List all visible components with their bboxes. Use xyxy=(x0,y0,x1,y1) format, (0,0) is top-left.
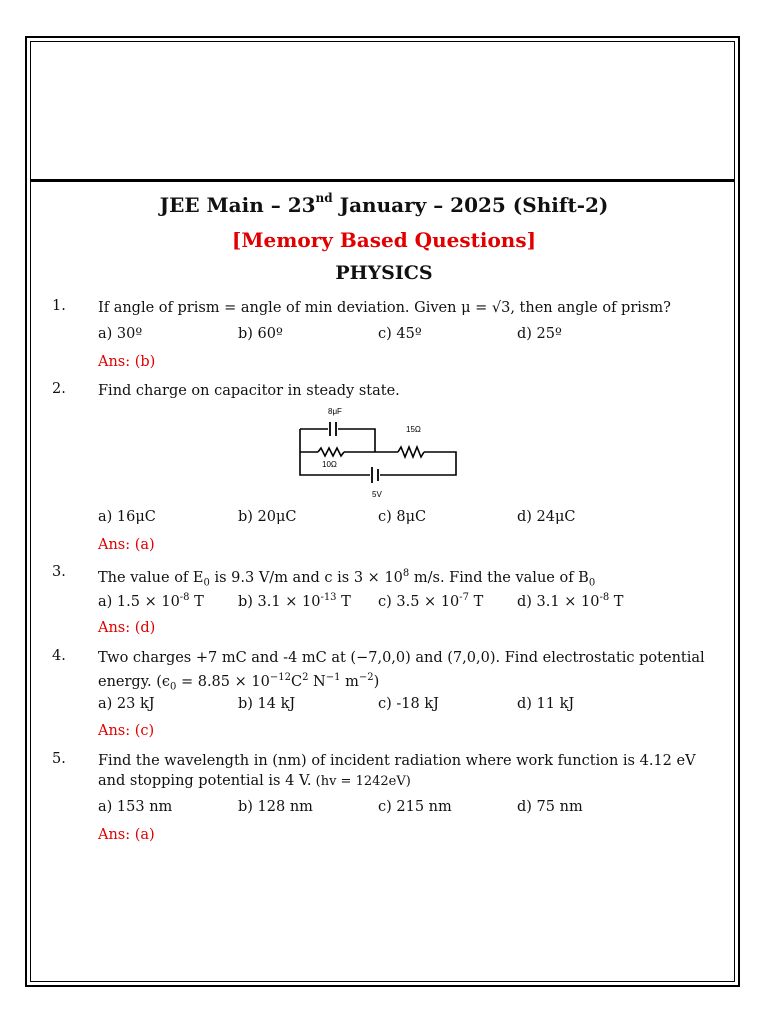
question-text: Find charge on capacitor in steady state. xyxy=(98,383,400,399)
capacitor-label: 8μF xyxy=(328,407,342,416)
option-a: a) 30º xyxy=(98,326,143,342)
option-b: b) $3.1 \times 10^{-13}$ T xyxy=(238,592,351,610)
question-text: Two charges +7 mC and -4 mC at (−7,0,0) and (7,0,0). Find electrostatic potential energy. ($\epsilon_0 = 8.85 \times 10^{-12}C^2$ $N^{-1}$ $m^{-2}$) xyxy=(98,650,705,693)
resistor-10-label: 10Ω xyxy=(322,460,337,469)
option-b: b) 128 nm xyxy=(238,799,313,815)
option-d: d) 75 nm xyxy=(517,799,583,815)
question-number: 5. xyxy=(52,751,66,767)
option-a: a) 16μC xyxy=(98,509,156,525)
answer: Ans: (a) xyxy=(98,537,155,553)
header-divider xyxy=(30,179,735,182)
option-d: d) 24μC xyxy=(517,509,576,525)
answer: Ans: (c) xyxy=(98,723,155,739)
option-c: c) 8μC xyxy=(378,509,427,525)
option-b: b) 20μC xyxy=(238,509,297,525)
option-c: c) 45º xyxy=(378,326,422,342)
option-d: d) 25º xyxy=(517,326,562,342)
battery-label: 5V xyxy=(372,490,382,499)
question-number: 1. xyxy=(52,298,66,314)
exam-subtitle: [Memory Based Questions] xyxy=(231,228,537,252)
question-text: If angle of prism = angle of min deviation. Given μ = √3, then angle of prism? xyxy=(98,300,671,316)
question-text: Find the wavelength in (nm) of incident radiation where work function is 4.12 eV and stopping potential is 4 V. (hv = 1242eV) xyxy=(98,753,696,789)
answer: Ans: (a) xyxy=(98,827,155,843)
option-a: a) 23 kJ xyxy=(98,696,155,712)
option-c: c) -18 kJ xyxy=(378,696,439,712)
question-number: 4. xyxy=(52,648,66,664)
option-c: c) 215 nm xyxy=(378,799,452,815)
circuit-diagram xyxy=(290,405,470,500)
option-b: b) 14 kJ xyxy=(238,696,296,712)
question-text: The value of $E_0$ is 9.3 V/m and c is $3 \times 10^8$ m/s. Find the value of $B_0$ xyxy=(98,568,596,589)
question-number: 3. xyxy=(52,564,66,580)
question-number: 2. xyxy=(52,381,66,397)
option-a: a) 153 nm xyxy=(98,799,173,815)
subject-heading: PHYSICS xyxy=(335,262,433,284)
option-a: a) $1.5 \times 10^{-8}$ T xyxy=(98,592,204,610)
option-d: d) 11 kJ xyxy=(517,696,575,712)
answer: Ans: (d) xyxy=(98,620,156,636)
answer: Ans: (b) xyxy=(98,354,156,370)
resistor-15-label: 15Ω xyxy=(406,425,421,434)
option-b: b) 60º xyxy=(238,326,283,342)
option-d: d) $3.1 \times 10^{-8}$ T xyxy=(517,592,624,610)
exam-title: JEE Main – 23nd January – 2025 (Shift-2) xyxy=(159,191,609,217)
option-c: c) $3.5 \times 10^{-7}$ T xyxy=(378,592,484,610)
